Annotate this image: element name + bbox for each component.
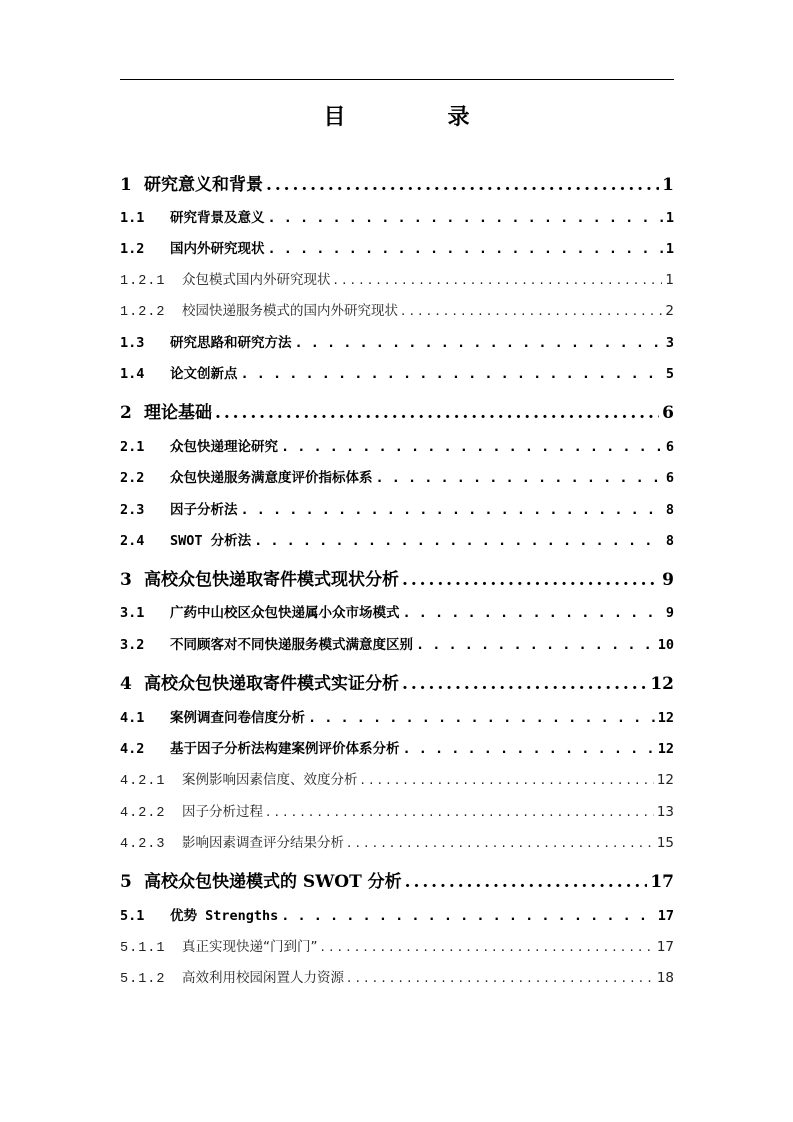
toc-entry-5-1[interactable] <box>120 904 674 924</box>
entry-number: 1.1 <box>120 210 145 226</box>
dot-leader <box>241 366 663 382</box>
entry-label: 广药中山校区众包快递属小众市场模式 <box>170 605 400 621</box>
entry-page: 17 <box>656 939 674 955</box>
entry-label: 众包快递服务满意度评价指标体系 <box>170 470 373 486</box>
dot-leader <box>281 908 654 924</box>
entry-number: 4.1 <box>120 710 145 726</box>
dot-leader <box>268 241 663 257</box>
entry-number: 2.4 <box>120 533 145 549</box>
dot-leader <box>268 210 663 226</box>
entry-label: 众包模式国内外研究现状 <box>182 272 331 288</box>
entry-number: 5.1 <box>120 908 145 924</box>
toc-entry-4[interactable] <box>120 669 674 694</box>
entry-label: 高校众包快递取寄件模式现状分析 <box>144 570 399 590</box>
entry-label: 案例影响因素信度、效度分析 <box>182 772 358 788</box>
dot-leader <box>402 674 647 694</box>
entry-label: 因子分析法 <box>170 502 238 518</box>
entry-label: 案例调查问卷信度分析 <box>170 710 305 726</box>
entry-page: 12 <box>650 674 674 694</box>
entry-number: 4.2.1 <box>120 774 166 789</box>
dot-leader <box>266 175 659 195</box>
toc-entry-3-2[interactable] <box>120 633 674 653</box>
toc-entry-1-2[interactable] <box>120 237 674 257</box>
entry-number: 1.2.1 <box>120 274 166 289</box>
dot-leader <box>321 939 654 955</box>
dot-leader <box>347 835 654 851</box>
entry-number: 1.4 <box>120 366 145 382</box>
entry-page: 6 <box>662 403 674 423</box>
dot-leader <box>405 872 648 892</box>
toc-entry-1-2-2[interactable] <box>120 299 674 320</box>
entry-page: 1 <box>665 210 674 226</box>
entry-label: 影响因素调查评分结果分析 <box>182 835 344 851</box>
entry-number: 3 <box>120 570 132 590</box>
entry-number: 2.2 <box>120 470 145 486</box>
entry-page: 9 <box>665 605 674 621</box>
entry-number: 4.2.3 <box>120 837 166 852</box>
entry-label: 国内外研究现状 <box>170 241 265 257</box>
dot-leader <box>401 303 662 319</box>
toc-entry-4-1[interactable] <box>120 706 674 726</box>
entry-page: 18 <box>656 970 674 986</box>
entry-page: 2 <box>665 303 674 319</box>
entry-page: 17 <box>657 908 674 924</box>
dot-leader <box>334 272 663 288</box>
entry-label: 理论基础 <box>144 403 212 423</box>
dot-leader <box>295 335 663 351</box>
entry-label: 因子分析过程 <box>182 804 263 820</box>
dot-leader <box>308 710 655 726</box>
entry-page: 17 <box>650 872 674 892</box>
entry-number: 2.1 <box>120 439 145 455</box>
entry-number: 3.1 <box>120 605 145 621</box>
entry-number: 1 <box>120 175 132 195</box>
entry-label: 基于因子分析法构建案例评价体系分析 <box>170 741 400 757</box>
toc-entry-5-1-1[interactable] <box>120 935 674 956</box>
entry-number: 1.2.2 <box>120 305 166 320</box>
entry-page: 13 <box>656 804 674 820</box>
dot-leader <box>215 403 659 423</box>
toc-entry-1-2-1[interactable] <box>120 268 674 289</box>
entry-label: 研究思路和研究方法 <box>170 335 292 351</box>
toc-entry-1-1[interactable] <box>120 206 674 226</box>
entry-label: 校园快递服务模式的国内外研究现状 <box>182 303 398 319</box>
toc-entry-3[interactable] <box>120 565 674 590</box>
dot-leader <box>376 470 663 486</box>
toc-entry-4-2[interactable] <box>120 737 674 757</box>
entry-page: 5 <box>665 366 674 382</box>
entry-page: 10 <box>657 637 674 653</box>
entry-number: 2.3 <box>120 502 145 518</box>
toc-entry-3-1[interactable] <box>120 601 674 621</box>
dot-leader <box>361 772 654 788</box>
entry-page: 12 <box>657 741 674 757</box>
entry-label: 论文创新点 <box>170 366 238 382</box>
dot-leader <box>347 970 654 986</box>
entry-number: 2 <box>120 403 132 423</box>
toc-entry-4-2-2[interactable] <box>120 800 674 821</box>
entry-number: 5 <box>120 872 132 892</box>
entry-label: 研究背景及意义 <box>170 210 265 226</box>
entry-label: SWOT 分析法 <box>170 533 252 549</box>
toc-entry-4-2-1[interactable] <box>120 768 674 789</box>
entry-number: 5.1.2 <box>120 972 166 987</box>
entry-label: 优势 Strengths <box>170 908 279 924</box>
entry-page: 6 <box>665 439 674 455</box>
toc-entry-1-4[interactable] <box>120 362 674 382</box>
dot-leader <box>403 605 663 621</box>
entry-label: 高校众包快递模式的 SWOT 分析 <box>144 872 402 892</box>
entry-number: 4 <box>120 674 132 694</box>
entry-page: 12 <box>657 710 674 726</box>
toc-title: 目 录 <box>323 104 510 130</box>
toc-entry-1[interactable] <box>120 170 674 195</box>
entry-page: 1 <box>665 272 674 288</box>
dot-leader <box>254 533 663 549</box>
entry-label: 高校众包快递取寄件模式实证分析 <box>144 674 399 694</box>
toc-entry-2[interactable] <box>120 398 674 423</box>
entry-number: 3.2 <box>120 637 145 653</box>
toc-entry-2-3[interactable] <box>120 498 674 518</box>
toc-entry-1-3[interactable] <box>120 331 674 351</box>
entry-label: 不同顾客对不同快递服务模式满意度区别 <box>170 637 413 653</box>
header-rule <box>120 79 674 80</box>
dot-leader <box>266 804 654 820</box>
entry-page: 12 <box>656 772 674 788</box>
entry-page: 3 <box>665 335 674 351</box>
entry-number: 1.3 <box>120 335 145 351</box>
entry-label: 研究意义和背景 <box>144 175 263 195</box>
dot-leader <box>241 502 663 518</box>
entry-page: 6 <box>665 470 674 486</box>
entry-page: 15 <box>656 835 674 851</box>
entry-page: 8 <box>665 502 674 518</box>
entry-number: 4.2.2 <box>120 806 166 821</box>
toc-entry-5-1-2[interactable] <box>120 966 674 987</box>
entry-page: 1 <box>665 241 674 257</box>
entry-number: 4.2 <box>120 741 145 757</box>
toc-entry-4-2-3[interactable] <box>120 831 674 852</box>
dot-leader <box>281 439 663 455</box>
entry-number: 1.2 <box>120 241 145 257</box>
dot-leader <box>416 637 655 653</box>
entry-page: 1 <box>662 175 674 195</box>
entry-number: 5.1.1 <box>120 941 166 956</box>
entry-label: 众包快递理论研究 <box>170 439 278 455</box>
dot-leader <box>402 570 659 590</box>
entry-page: 8 <box>665 533 674 549</box>
toc-entry-2-2[interactable] <box>120 466 674 486</box>
toc-entry-2-4[interactable] <box>120 529 674 549</box>
entry-label: 真正实现快递“门到门” <box>182 939 318 955</box>
toc-entry-2-1[interactable] <box>120 435 674 455</box>
entry-page: 9 <box>662 570 674 590</box>
toc-entry-5[interactable] <box>120 867 674 892</box>
dot-leader <box>403 741 655 757</box>
entry-label: 高效利用校园闲置人力资源 <box>182 970 344 986</box>
